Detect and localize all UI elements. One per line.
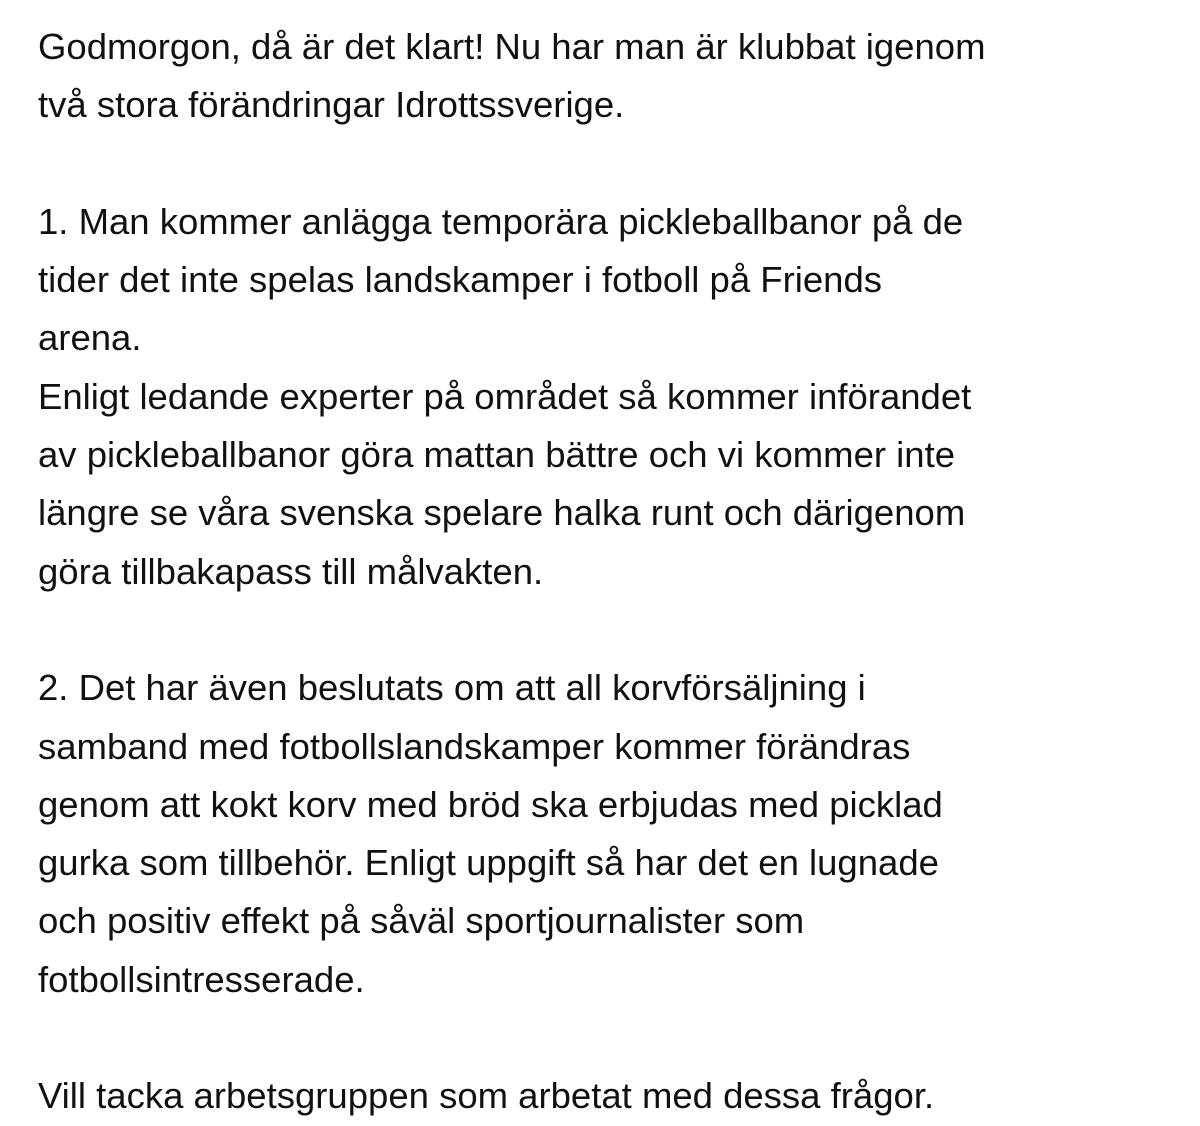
- note-line: Godmorgon, då är det klart! Nu har man är klubbat igenom: [38, 26, 986, 67]
- note-line: gurka som tillbehör. Enligt uppgift så har det en lugnade: [38, 842, 939, 884]
- note-paragraph-point-1: [38, 193, 1178, 601]
- note-line: och positiv effekt på såväl sportjournalister som: [38, 900, 805, 942]
- paragraph-spacer: [38, 135, 1178, 193]
- note-line: samband med fotbollslandskamper kommer förändras: [38, 725, 911, 767]
- note-line: fotbollsintresserade.: [38, 958, 365, 1000]
- paragraph-spacer: [38, 601, 1178, 659]
- note-line: göra tillbakapass till målvakten.: [38, 550, 544, 592]
- note-line: Vill tacka arbetsgruppen som arbetat med dessa frågor.: [38, 1075, 935, 1117]
- note-body: [38, 18, 1178, 1126]
- note-line: genom att kokt korv med bröd ska erbjudas med picklad: [38, 783, 943, 825]
- note-line: 1. Man kommer anlägga temporära pickleballbanor på de: [38, 200, 964, 242]
- note-line: två stora förändringar Idrottssverige.: [38, 84, 625, 126]
- note-paragraph-point-2: [38, 659, 1178, 1009]
- note-line: längre se våra svenska spelare halka runt och därigenom: [38, 492, 966, 534]
- note-line: arena.: [38, 317, 142, 359]
- note-line: tider det inte spelas landskamper i fotboll på Friends: [38, 259, 883, 301]
- note-paragraph-intro: [38, 18, 1178, 135]
- paragraph-spacer: [38, 1009, 1178, 1067]
- note-line: Enligt ledande experter på området så kommer införandet: [38, 375, 972, 417]
- note-line: av pickleballbanor göra mattan bättre och vi kommer inte: [38, 434, 956, 476]
- note-line: 2. Det har även beslutats om att all korvförsäljning i: [38, 667, 866, 709]
- note-paragraph-closing: [38, 1067, 1178, 1125]
